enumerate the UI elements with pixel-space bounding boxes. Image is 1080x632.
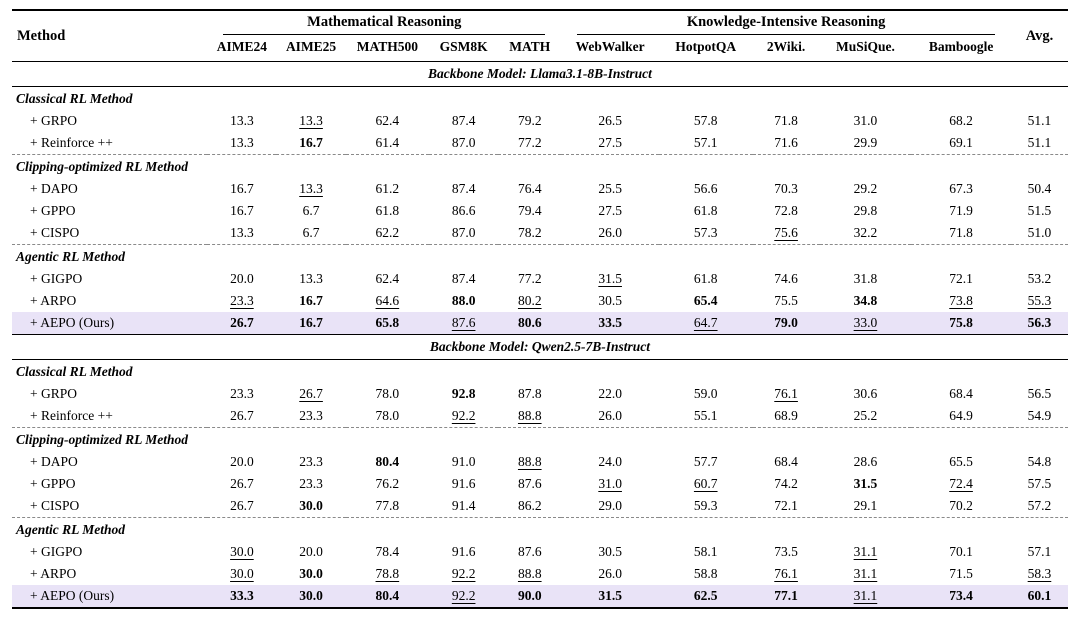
metric-cell: 29.9 bbox=[853, 135, 878, 150]
metric-cell: 76.4 bbox=[517, 181, 542, 196]
table-body bbox=[12, 62, 1068, 609]
avg-cell: 54.8 bbox=[1027, 454, 1052, 469]
metric-cell: 88.0 bbox=[451, 293, 476, 308]
metric-cell: 74.2 bbox=[774, 476, 798, 491]
metric-cell: 67.3 bbox=[949, 181, 973, 196]
metric-cell: 26.7 bbox=[230, 498, 254, 513]
metric-cell: 30.0 bbox=[299, 566, 323, 581]
column-header-gsm8k: GSM8K bbox=[429, 35, 498, 62]
metric-cell: 23.3 bbox=[299, 454, 323, 469]
table-row bbox=[12, 290, 1068, 312]
metric-cell: 79.0 bbox=[753, 312, 820, 335]
metric-cell: 86.2 bbox=[517, 498, 542, 513]
metric-cell: 33.5 bbox=[561, 312, 659, 335]
metric-cell: 30.5 bbox=[598, 293, 622, 308]
table-row bbox=[12, 178, 1068, 200]
metric-cell: 26.5 bbox=[598, 113, 622, 128]
metric-cell: 33.3 bbox=[207, 585, 276, 608]
method-cell: + ARPO bbox=[30, 566, 77, 581]
metric-cell: 20.0 bbox=[230, 271, 254, 286]
method-cell: + GPPO bbox=[30, 203, 76, 218]
column-header-2wiki: 2Wiki. bbox=[753, 35, 820, 62]
method-cell: + DAPO bbox=[30, 181, 78, 196]
method-column-header: Method bbox=[12, 10, 207, 62]
metric-cell: 87.4 bbox=[451, 181, 476, 196]
group-name: Clipping-optimized RL Method bbox=[12, 155, 1068, 179]
table-row bbox=[12, 383, 1068, 405]
metric-cell: 91.4 bbox=[451, 498, 476, 513]
avg-cell: 54.9 bbox=[1027, 408, 1052, 423]
metric-cell: 24.0 bbox=[598, 454, 622, 469]
metric-cell: 64.7 bbox=[659, 312, 753, 335]
metric-cell: 80.2 bbox=[517, 293, 542, 308]
metric-cell: 56.6 bbox=[693, 181, 718, 196]
metric-cell: 29.2 bbox=[853, 181, 878, 196]
table-row bbox=[12, 312, 1068, 335]
avg-cell: 56.3 bbox=[1011, 312, 1068, 335]
metric-cell: 71.6 bbox=[774, 135, 798, 150]
metric-cell: 30.0 bbox=[230, 566, 254, 581]
metric-cell: 71.5 bbox=[949, 566, 973, 581]
column-header-math500: MATH500 bbox=[346, 35, 429, 62]
table-row bbox=[12, 200, 1068, 222]
metric-cell: 58.8 bbox=[693, 566, 718, 581]
method-cell: + GIGPO bbox=[30, 544, 83, 559]
table-row bbox=[12, 451, 1068, 473]
metric-cell: 70.1 bbox=[949, 544, 973, 559]
metric-cell: 68.2 bbox=[949, 113, 973, 128]
metric-cell: 55.1 bbox=[693, 408, 718, 423]
metric-cell: 72.1 bbox=[774, 498, 798, 513]
group-name: Agentic RL Method bbox=[12, 518, 1068, 542]
metric-cell: 57.1 bbox=[693, 135, 718, 150]
method-cell: + DAPO bbox=[30, 454, 78, 469]
metric-cell: 61.2 bbox=[375, 181, 400, 196]
column-header-math: MATH bbox=[498, 35, 561, 62]
section-title-row bbox=[12, 62, 1068, 87]
table-header-row bbox=[12, 10, 1068, 35]
metric-cell: 87.4 bbox=[451, 271, 476, 286]
metric-cell: 72.8 bbox=[774, 203, 798, 218]
method-cell: + ARPO bbox=[30, 293, 77, 308]
avg-cell: 57.5 bbox=[1027, 476, 1052, 491]
metric-cell: 31.5 bbox=[853, 476, 878, 491]
metric-cell: 13.3 bbox=[230, 113, 254, 128]
metric-cell: 79.2 bbox=[517, 113, 542, 128]
avg-cell: 53.2 bbox=[1027, 271, 1052, 286]
metric-cell: 30.0 bbox=[299, 498, 323, 513]
avg-cell: 57.2 bbox=[1027, 498, 1052, 513]
metric-cell: 76.1 bbox=[774, 386, 798, 401]
metric-cell: 31.0 bbox=[853, 113, 878, 128]
avg-cell: 60.1 bbox=[1011, 585, 1068, 608]
group-header-row bbox=[12, 87, 1068, 111]
metric-cell: 34.8 bbox=[853, 293, 878, 308]
table-row bbox=[12, 541, 1068, 563]
metric-cell: 73.5 bbox=[774, 544, 798, 559]
group-name: Classical RL Method bbox=[16, 364, 133, 379]
metric-cell: 88.8 bbox=[517, 566, 542, 581]
table-row bbox=[12, 222, 1068, 245]
metric-cell: 87.0 bbox=[451, 225, 476, 240]
metric-cell: 31.8 bbox=[853, 271, 878, 286]
metric-cell: 31.1 bbox=[820, 585, 912, 608]
section-title: Backbone Model: Qwen2.5-7B-Instruct bbox=[12, 335, 1068, 360]
section-title-row bbox=[12, 335, 1068, 360]
metric-cell: 26.7 bbox=[207, 312, 276, 335]
metric-cell: 64.6 bbox=[375, 293, 400, 308]
metric-cell: 30.0 bbox=[276, 585, 345, 608]
method-cell: + GIGPO bbox=[30, 271, 83, 286]
method-cell: + Reinforce ++ bbox=[30, 135, 113, 150]
column-header-bamboogle: Bamboogle bbox=[911, 35, 1011, 62]
metric-cell: 70.3 bbox=[774, 181, 798, 196]
metric-cell: 57.7 bbox=[693, 454, 718, 469]
math-reasoning-group-label: Mathematical Reasoning bbox=[223, 13, 545, 35]
metric-cell: 13.3 bbox=[230, 225, 254, 240]
avg-cell: 50.4 bbox=[1027, 181, 1052, 196]
metric-cell: 61.8 bbox=[375, 203, 400, 218]
metric-cell: 32.2 bbox=[853, 225, 878, 240]
metric-cell: 77.8 bbox=[375, 498, 400, 513]
metric-cell: 23.3 bbox=[299, 476, 323, 491]
metric-cell: 23.3 bbox=[230, 293, 254, 308]
metric-cell: 29.0 bbox=[598, 498, 622, 513]
metric-cell: 16.7 bbox=[276, 312, 345, 335]
metric-cell: 57.8 bbox=[693, 113, 718, 128]
metric-cell: 23.3 bbox=[299, 408, 323, 423]
group-header-row bbox=[12, 155, 1068, 179]
metric-cell: 61.8 bbox=[693, 203, 718, 218]
metric-cell: 26.7 bbox=[230, 476, 254, 491]
avg-cell: 51.1 bbox=[1027, 135, 1052, 150]
metric-cell: 77.2 bbox=[517, 271, 542, 286]
metric-cell: 13.3 bbox=[299, 181, 323, 196]
metric-cell: 23.3 bbox=[230, 386, 254, 401]
table-row bbox=[12, 405, 1068, 428]
method-cell: + GPPO bbox=[30, 476, 76, 491]
table-row bbox=[12, 132, 1068, 155]
metric-cell: 76.1 bbox=[774, 566, 798, 581]
metric-cell: 26.7 bbox=[230, 408, 254, 423]
method-cell: + CISPO bbox=[30, 498, 80, 513]
metric-cell: 64.9 bbox=[949, 408, 973, 423]
metric-cell: 80.4 bbox=[346, 585, 429, 608]
metric-cell: 65.8 bbox=[346, 312, 429, 335]
knowledge-reasoning-group-header bbox=[561, 10, 1011, 35]
metric-cell: 78.2 bbox=[517, 225, 542, 240]
metric-cell: 78.0 bbox=[375, 386, 400, 401]
table-row bbox=[12, 268, 1068, 290]
metric-cell: 20.0 bbox=[230, 454, 254, 469]
metric-cell: 26.7 bbox=[299, 386, 323, 401]
metric-cell: 78.0 bbox=[375, 408, 400, 423]
section-title: Backbone Model: Llama3.1-8B-Instruct bbox=[12, 62, 1068, 87]
group-header-row bbox=[12, 245, 1068, 269]
metric-cell: 88.8 bbox=[517, 408, 542, 423]
table-row bbox=[12, 585, 1068, 608]
metric-cell: 6.7 bbox=[302, 225, 320, 240]
metric-cell: 69.1 bbox=[949, 135, 973, 150]
metric-cell: 92.2 bbox=[429, 585, 498, 608]
metric-cell: 77.1 bbox=[753, 585, 820, 608]
metric-cell: 31.1 bbox=[853, 544, 878, 559]
metric-cell: 70.2 bbox=[949, 498, 973, 513]
metric-cell: 71.8 bbox=[774, 113, 798, 128]
metric-cell: 92.8 bbox=[451, 386, 476, 401]
metric-cell: 30.5 bbox=[598, 544, 622, 559]
metric-cell: 72.1 bbox=[949, 271, 973, 286]
avg-cell: 58.3 bbox=[1027, 566, 1052, 581]
metric-cell: 6.7 bbox=[302, 203, 320, 218]
metric-cell: 62.4 bbox=[375, 271, 400, 286]
method-cell: + CISPO bbox=[30, 225, 80, 240]
metric-cell: 29.8 bbox=[853, 203, 878, 218]
metric-cell: 68.4 bbox=[774, 454, 798, 469]
metric-cell: 87.8 bbox=[517, 386, 542, 401]
table-row bbox=[12, 473, 1068, 495]
metric-cell: 86.6 bbox=[451, 203, 476, 218]
group-name: Agentic RL Method bbox=[12, 245, 1068, 269]
metric-cell: 16.7 bbox=[230, 181, 254, 196]
group-header-row bbox=[12, 518, 1068, 542]
metric-cell: 28.6 bbox=[853, 454, 878, 469]
metric-cell: 26.0 bbox=[598, 566, 622, 581]
metric-cell: 62.2 bbox=[375, 225, 400, 240]
metric-cell: 33.0 bbox=[820, 312, 912, 335]
metric-cell: 91.0 bbox=[451, 454, 476, 469]
table-row bbox=[12, 563, 1068, 585]
metric-cell: 13.3 bbox=[230, 135, 254, 150]
metric-cell: 16.7 bbox=[230, 203, 254, 218]
metric-cell: 74.6 bbox=[774, 271, 798, 286]
metric-cell: 31.5 bbox=[598, 271, 622, 286]
metric-cell: 62.4 bbox=[375, 113, 400, 128]
metric-cell: 71.8 bbox=[949, 225, 973, 240]
metric-cell: 78.8 bbox=[375, 566, 400, 581]
metric-cell: 72.4 bbox=[949, 476, 973, 491]
avg-cell: 51.1 bbox=[1027, 113, 1052, 128]
column-header-hotpotqa: HotpotQA bbox=[659, 35, 753, 62]
metric-cell: 59.0 bbox=[693, 386, 718, 401]
metric-cell: 91.6 bbox=[451, 544, 476, 559]
metric-cell: 61.4 bbox=[375, 135, 400, 150]
metric-cell: 92.2 bbox=[451, 408, 476, 423]
metric-cell: 25.5 bbox=[598, 181, 622, 196]
metric-cell: 90.0 bbox=[498, 585, 561, 608]
metric-cell: 79.4 bbox=[517, 203, 542, 218]
metric-cell: 13.3 bbox=[299, 271, 323, 286]
method-cell: + AEPO (Ours) bbox=[12, 312, 207, 335]
metric-cell: 68.9 bbox=[774, 408, 798, 423]
avg-cell: 56.5 bbox=[1027, 386, 1052, 401]
metric-cell: 58.1 bbox=[693, 544, 718, 559]
metric-cell: 80.6 bbox=[498, 312, 561, 335]
metric-cell: 59.3 bbox=[693, 498, 718, 513]
metric-cell: 87.0 bbox=[451, 135, 476, 150]
results-table bbox=[12, 9, 1068, 609]
metric-cell: 77.2 bbox=[517, 135, 542, 150]
metric-cell: 31.5 bbox=[561, 585, 659, 608]
metric-cell: 87.4 bbox=[451, 113, 476, 128]
table-row bbox=[12, 110, 1068, 132]
metric-cell: 65.5 bbox=[949, 454, 973, 469]
metric-cell: 87.6 bbox=[517, 476, 542, 491]
avg-cell: 51.0 bbox=[1027, 225, 1052, 240]
column-header-aime24: AIME24 bbox=[207, 35, 276, 62]
metric-cell: 87.6 bbox=[517, 544, 542, 559]
metric-cell: 26.0 bbox=[598, 225, 622, 240]
group-name: Classical RL Method bbox=[16, 91, 133, 106]
metric-cell: 30.0 bbox=[230, 544, 254, 559]
avg-cell: 55.3 bbox=[1027, 293, 1052, 308]
metric-cell: 13.3 bbox=[299, 113, 323, 128]
metric-cell: 25.2 bbox=[853, 408, 878, 423]
metric-cell: 62.5 bbox=[659, 585, 753, 608]
metric-cell: 27.5 bbox=[598, 135, 622, 150]
metric-cell: 65.4 bbox=[693, 293, 718, 308]
group-header-row bbox=[12, 428, 1068, 452]
method-cell: + GRPO bbox=[30, 113, 77, 128]
metric-cell: 60.7 bbox=[693, 476, 718, 491]
metric-cell: 73.4 bbox=[911, 585, 1011, 608]
avg-column-header: Avg. bbox=[1011, 10, 1068, 62]
metric-cell: 30.6 bbox=[853, 386, 878, 401]
metric-cell: 73.8 bbox=[949, 293, 973, 308]
knowledge-reasoning-group-label: Knowledge-Intensive Reasoning bbox=[577, 13, 995, 35]
metric-cell: 71.9 bbox=[949, 203, 973, 218]
metric-cell: 61.8 bbox=[693, 271, 718, 286]
method-cell: + AEPO (Ours) bbox=[12, 585, 207, 608]
metric-cell: 80.4 bbox=[375, 454, 400, 469]
avg-cell: 57.1 bbox=[1027, 544, 1052, 559]
metric-cell: 87.6 bbox=[429, 312, 498, 335]
metric-cell: 88.8 bbox=[517, 454, 542, 469]
metric-cell: 91.6 bbox=[451, 476, 476, 491]
table-row bbox=[12, 495, 1068, 518]
column-header-musique: MuSiQue. bbox=[820, 35, 912, 62]
metric-cell: 22.0 bbox=[598, 386, 622, 401]
metric-cell: 31.0 bbox=[598, 476, 622, 491]
group-header-row bbox=[12, 360, 1068, 384]
metric-cell: 26.0 bbox=[598, 408, 622, 423]
avg-cell: 51.5 bbox=[1027, 203, 1052, 218]
metric-cell: 78.4 bbox=[375, 544, 400, 559]
math-reasoning-group-header bbox=[207, 10, 561, 35]
method-cell: + Reinforce ++ bbox=[30, 408, 113, 423]
metric-cell: 75.5 bbox=[774, 293, 798, 308]
metric-cell: 31.1 bbox=[853, 566, 878, 581]
metric-cell: 75.8 bbox=[911, 312, 1011, 335]
column-header-aime25: AIME25 bbox=[276, 35, 345, 62]
metric-cell: 92.2 bbox=[451, 566, 476, 581]
group-name: Clipping-optimized RL Method bbox=[12, 428, 1068, 452]
metric-cell: 20.0 bbox=[299, 544, 323, 559]
column-header-webwalker: WebWalker bbox=[561, 35, 659, 62]
metric-cell: 16.7 bbox=[299, 293, 323, 308]
metric-cell: 27.5 bbox=[598, 203, 622, 218]
metric-cell: 16.7 bbox=[299, 135, 323, 150]
metric-cell: 75.6 bbox=[774, 225, 798, 240]
metric-cell: 76.2 bbox=[375, 476, 400, 491]
method-cell: + GRPO bbox=[30, 386, 77, 401]
metric-cell: 68.4 bbox=[949, 386, 973, 401]
metric-cell: 57.3 bbox=[693, 225, 718, 240]
metric-cell: 29.1 bbox=[853, 498, 878, 513]
